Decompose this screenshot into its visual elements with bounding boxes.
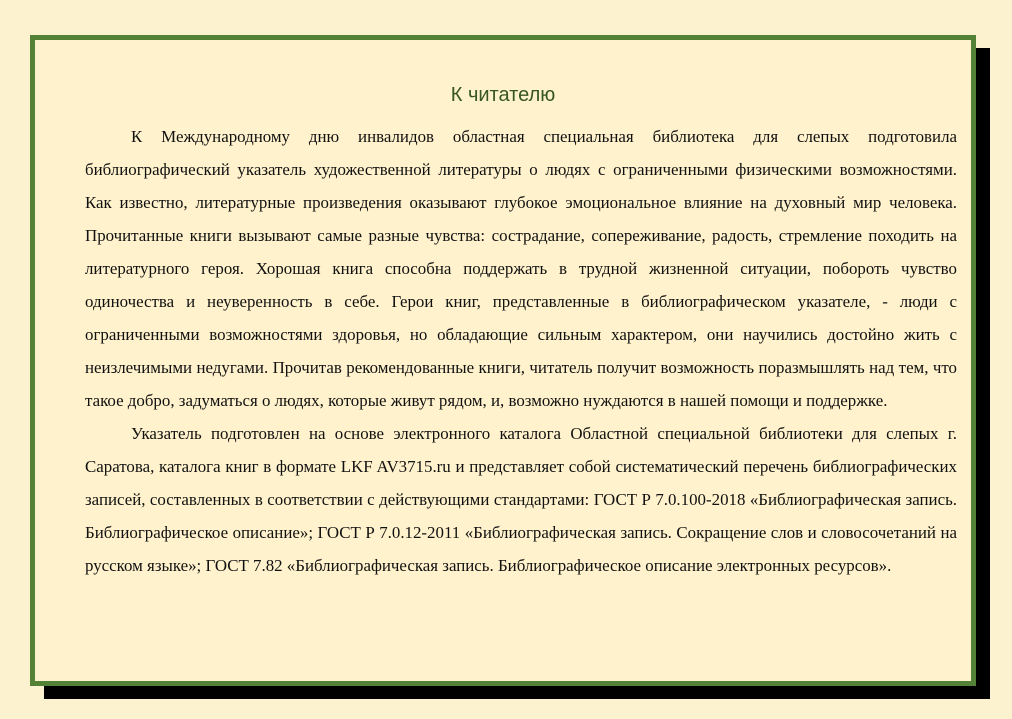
paragraph-intro: К Международному дню инвалидов областная специальная библиотека для слепых подготовила библиографический указатель художественной литературы о людях с ограниченными физическими возможностями. Как известно, литературные произведения оказывают глубокое эмоциональное влияние на духовный мир человека. Прочитанные книги вызывают самые разные чувства: сострадание, сопереживание, радость, стремление походить на литературного героя. Хорошая книга способна поддержать в трудной жизненной ситуации, побороть чувство одиночества и неуверенность в себе. Герои книг, представленные в библиографическом указателе, - люди с ограниченными возможностями здоровья, но обладающие сильным характером, они научились достойно жить с неизлечимыми недугами. Прочитав рекомендованные книги, читатель получит возможность поразмышлять над тем, что такое добро, задуматься о людях, которые живут рядом, и, возможно нуждаются в нашей помощи и поддержке.	[85, 127, 957, 410]
page-title: К читателю	[450, 84, 556, 106]
paragraph-sources: Указатель подготовлен на основе электронного каталога Областной специальной библиотеки для слепых г. Саратова, каталога книг в формате LKF AV3715.ru и представляет собой систематический перечень библиографических записей, составленных в соответствии с действующими стандартами: ГОСТ Р 7.0.100-2018 «Библиографическая запись. Библиографическое описание»; ГОСТ Р 7.0.12-2011 «Библиографическая запись. Сокращение слов и словосочетаний на русском языке»; ГОСТ 7.82 «Библиографическая запись. Библиографическое описание электронных ресурсов».	[85, 424, 957, 575]
body-text	[85, 120, 957, 582]
text-frame	[30, 35, 976, 686]
